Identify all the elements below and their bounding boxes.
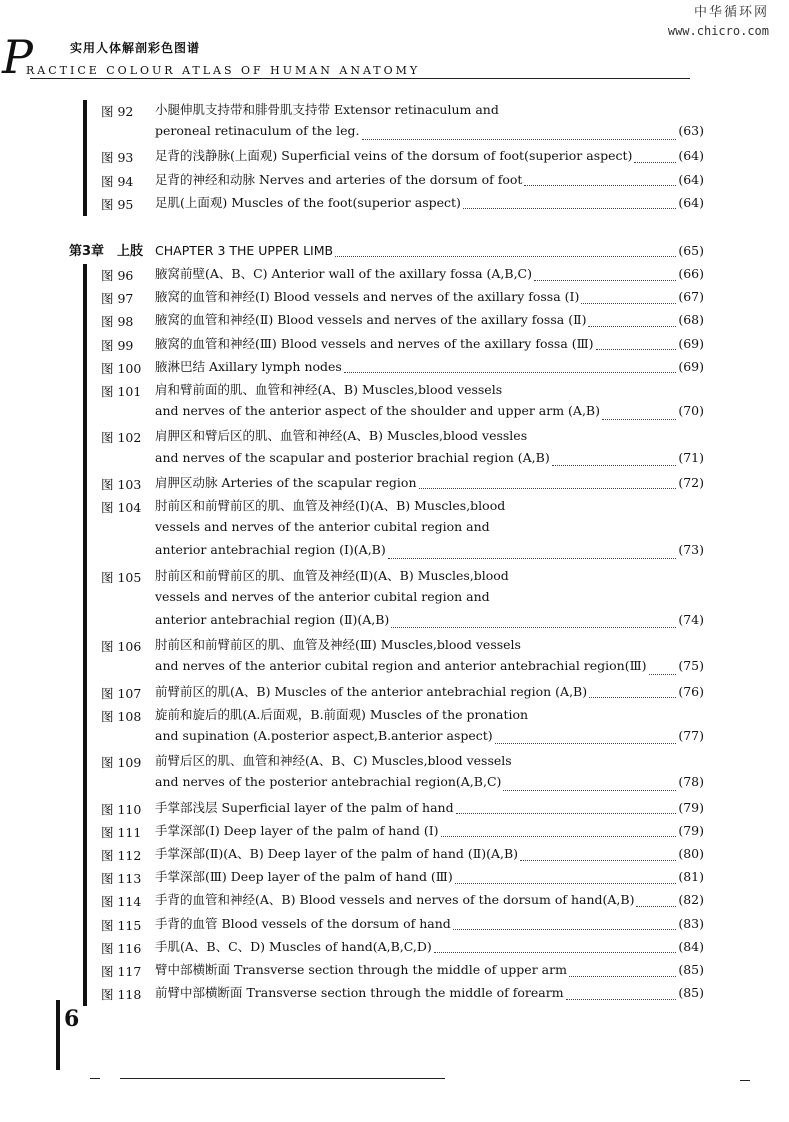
watermark-site-name: 中华循环网 bbox=[693, 5, 769, 20]
entry-title: anterior antebrachial region (Ⅰ)(A,B) bbox=[155, 542, 386, 558]
entry-line bbox=[155, 705, 704, 727]
entry-title: 肩和臂前面的肌、血管和神经(A、B) Muscles,blood vessels bbox=[155, 382, 503, 397]
page-number-bar bbox=[56, 1000, 60, 1070]
book-header bbox=[0, 22, 789, 82]
page-ref: (79) bbox=[678, 822, 704, 838]
figure-number: 图 107 bbox=[101, 685, 142, 701]
entry-title: 腋窝的血管和神经(Ⅰ) Blood vessels and nerves of the axillary fossa (Ⅰ) bbox=[155, 289, 580, 305]
section-bar bbox=[83, 100, 87, 216]
chapter-page-ref: (65) bbox=[678, 243, 704, 258]
header-rule bbox=[30, 78, 690, 79]
entry-line bbox=[155, 380, 704, 402]
figure-number: 图 114 bbox=[101, 894, 142, 910]
figure-number: 图 101 bbox=[101, 384, 142, 399]
footer-dash bbox=[740, 1080, 750, 1081]
figure-number: 图 105 bbox=[101, 569, 142, 585]
page-ref: (71) bbox=[678, 449, 704, 465]
page-ref: (80) bbox=[678, 846, 704, 861]
figure-number: 图 100 bbox=[101, 360, 142, 376]
entry-line bbox=[155, 844, 704, 866]
figure-number: 图 103 bbox=[101, 476, 142, 492]
figure-number: 图 102 bbox=[101, 430, 142, 446]
dot-leader bbox=[581, 293, 676, 304]
entry-line bbox=[155, 589, 704, 611]
page-ref: (76) bbox=[678, 683, 704, 699]
dot-leader bbox=[495, 733, 677, 744]
dot-leader bbox=[569, 966, 676, 977]
logo-letter: P bbox=[2, 30, 33, 84]
section-bar bbox=[83, 264, 87, 1006]
page-ref: (73) bbox=[678, 542, 704, 558]
page-ref: (77) bbox=[678, 727, 704, 743]
dot-leader bbox=[335, 246, 676, 257]
dot-leader bbox=[534, 270, 676, 281]
entry-title: and nerves of the scapular and posterior brachial region (A,B) bbox=[155, 449, 550, 465]
watermark-url: www.chicro.com bbox=[667, 24, 769, 38]
entry-title: 手掌部浅层 Superficial layer of the palm of hand bbox=[155, 799, 454, 815]
entry-line bbox=[155, 566, 704, 588]
entry-line bbox=[155, 100, 704, 122]
page-ref: (64) bbox=[678, 171, 704, 187]
book-title-cn: 实用人体解剖彩色图谱 bbox=[70, 41, 201, 55]
dot-leader bbox=[463, 198, 676, 209]
entry-title: 前臂后区的肌、血管和神经(A、B、C) Muscles,blood vessels bbox=[155, 753, 512, 769]
entry-line bbox=[155, 193, 704, 215]
entry-title: 腋淋巴结 Axillary lymph nodes bbox=[155, 358, 342, 374]
page-ref: (72) bbox=[678, 474, 704, 490]
dot-leader bbox=[434, 942, 677, 953]
figure-number: 图 116 bbox=[101, 940, 142, 956]
page-ref: (70) bbox=[678, 403, 704, 419]
page-ref: (85) bbox=[678, 962, 704, 977]
entry-title: and supination (A.posterior aspect,B.anterior aspect) bbox=[155, 727, 493, 743]
entry-line bbox=[155, 357, 704, 379]
entry-line bbox=[155, 774, 704, 796]
dot-leader bbox=[455, 873, 677, 884]
figure-number: 图 104 bbox=[101, 500, 142, 515]
entry-line bbox=[155, 146, 704, 168]
entry-title: vessels and nerves of the anterior cubital region and bbox=[155, 588, 490, 604]
dot-leader bbox=[503, 780, 676, 791]
dot-leader bbox=[588, 316, 676, 327]
entry-title: 肘前区和前臂前区的肌、血管及神经(Ⅱ)(A、B) Muscles,blood bbox=[155, 567, 509, 583]
figure-number: 图 110 bbox=[101, 801, 142, 817]
entry-line bbox=[155, 798, 704, 820]
figure-number: 图 108 bbox=[101, 708, 142, 724]
figure-number: 图 112 bbox=[101, 848, 142, 863]
entry-line bbox=[155, 310, 704, 332]
dot-leader bbox=[456, 803, 677, 814]
entry-title: peroneal retinaculum of the leg. bbox=[155, 123, 360, 139]
entry-title: 腋窝的血管和神经(Ⅲ) Blood vessels and nerves of the axillary fossa (Ⅲ) bbox=[155, 335, 594, 351]
entry-title: 肘前区和前臂前区的肌、血管及神经(Ⅲ) Muscles,blood vessels bbox=[155, 637, 521, 653]
book-title-en: RACTICE COLOUR ATLAS OF HUMAN ANATOMY bbox=[26, 64, 421, 77]
entry-line bbox=[155, 914, 704, 936]
entry-title: 手背的血管 Blood vessels of the dorsum of hand bbox=[155, 915, 451, 931]
figure-number: 图 106 bbox=[101, 639, 142, 655]
entry-title: 小腿伸肌支持带和腓骨肌支持带 Extensor retinaculum and bbox=[155, 102, 499, 117]
dot-leader bbox=[566, 989, 677, 1000]
page-ref: (75) bbox=[678, 658, 704, 674]
dot-leader bbox=[524, 175, 676, 186]
entry-title: 足背的神经和动脉 Nerves and arteries of the dorsum of foot bbox=[155, 171, 523, 187]
entry-line bbox=[155, 519, 704, 541]
chapter-title-en: CHAPTER 3 THE UPPER LIMB bbox=[155, 243, 334, 258]
entry-line bbox=[155, 658, 704, 680]
entry-line bbox=[155, 123, 704, 145]
entry-line bbox=[155, 334, 704, 356]
figure-number: 图 97 bbox=[101, 291, 134, 307]
page-ref: (67) bbox=[678, 289, 704, 305]
entry-line bbox=[155, 170, 704, 192]
entry-title: 前臂前区的肌(A、B) Muscles of the anterior antebrachial region (A,B) bbox=[155, 683, 588, 699]
entry-line bbox=[155, 751, 704, 773]
entry-title: 足肌(上面观) Muscles of the foot(superior aspect) bbox=[155, 194, 461, 210]
page-ref: (81) bbox=[678, 869, 704, 885]
entry-line bbox=[155, 960, 704, 982]
figure-number: 图 99 bbox=[101, 337, 134, 353]
entry-title: 臂中部横断面 Transverse section through the middle of upper arm bbox=[155, 962, 567, 977]
page-ref: (84) bbox=[678, 938, 704, 954]
figure-number: 图 113 bbox=[101, 871, 142, 887]
page-ref: (66) bbox=[678, 266, 704, 281]
dot-leader bbox=[634, 152, 676, 163]
entry-title: anterior antebrachial region (Ⅱ)(A,B) bbox=[155, 611, 390, 627]
page-ref: (85) bbox=[678, 985, 704, 1001]
entry-line bbox=[155, 890, 704, 912]
dot-leader bbox=[649, 664, 677, 675]
dot-leader bbox=[362, 129, 677, 140]
entry-title: 足背的浅静脉(上面观) Superficial veins of the dorsum of foot(superior aspect) bbox=[155, 148, 633, 164]
entry-line bbox=[155, 937, 704, 959]
dot-leader bbox=[344, 362, 676, 373]
dot-leader bbox=[596, 339, 677, 350]
entry-title: 肩胛区动脉 Arteries of the scapular region bbox=[155, 474, 417, 490]
entry-title: 手掌深部(Ⅲ) Deep layer of the palm of hand (Ⅲ) bbox=[155, 869, 453, 885]
figure-number: 图 98 bbox=[101, 314, 134, 330]
entry-title: 旋前和旋后的肌(A.后面观，B.前面观) Muscles of the pronation bbox=[155, 706, 529, 722]
figure-number: 图 118 bbox=[101, 987, 142, 1003]
entry-title: 腋窝前壁(A、B、C) Anterior wall of the axillary fossa (A,B,C) bbox=[155, 266, 532, 281]
entry-title: 前臂中部横断面 Transverse section through the middle of forearm bbox=[155, 985, 564, 1001]
entry-line bbox=[155, 264, 704, 286]
entry-title: 手掌深部(Ⅱ)(A、B) Deep layer of the palm of hand (Ⅱ)(A,B) bbox=[155, 846, 519, 861]
entry-line bbox=[155, 496, 704, 518]
chapter-title-cn: 第3章 上肢 bbox=[69, 244, 144, 259]
figure-number: 图 111 bbox=[101, 824, 142, 840]
entry-title: vessels and nerves of the anterior cubital region and bbox=[155, 519, 490, 535]
entry-title: 手肌(A、B、C、D) Muscles of hand(A,B,C,D) bbox=[155, 938, 432, 954]
chapter-heading bbox=[69, 240, 704, 262]
page-ref: (69) bbox=[678, 358, 704, 374]
figure-number: 图 117 bbox=[101, 964, 142, 979]
dot-leader bbox=[589, 687, 676, 698]
entry-line bbox=[155, 473, 704, 495]
entry-title: 手背的血管和神经(A、B) Blood vessels and nerves of the dorsum of hand(A,B) bbox=[155, 892, 635, 908]
page-number: 6 bbox=[64, 1006, 80, 1032]
figure-number: 图 115 bbox=[101, 917, 142, 933]
entry-line bbox=[155, 426, 704, 448]
dot-leader bbox=[388, 548, 677, 559]
dot-leader bbox=[391, 617, 676, 628]
page-ref: (64) bbox=[678, 148, 704, 164]
page-ref: (63) bbox=[678, 123, 704, 139]
entry-line bbox=[155, 612, 704, 634]
entry-title: 腋窝的血管和神经(Ⅱ) Blood vessels and nerves of the axillary fossa (Ⅱ) bbox=[155, 312, 587, 328]
entry-title: 肘前区和前臂前区的肌、血管及神经(Ⅰ)(A、B) Muscles,blood bbox=[155, 498, 506, 513]
entry-title: 肩胛区和臂后区的肌、血管和神经(A、B) Muscles,blood vessles bbox=[155, 428, 528, 444]
footer-rule bbox=[120, 1078, 445, 1079]
figure-number: 图 94 bbox=[101, 173, 134, 189]
entry-line bbox=[155, 287, 704, 309]
figure-number: 图 95 bbox=[101, 196, 134, 212]
dot-leader bbox=[602, 409, 676, 420]
figure-number: 图 109 bbox=[101, 755, 142, 771]
page-ref: (79) bbox=[678, 799, 704, 815]
dot-leader bbox=[520, 850, 676, 861]
page-ref: (82) bbox=[678, 892, 704, 908]
page-ref: (68) bbox=[678, 312, 704, 328]
entry-title: 手掌深部(Ⅰ) Deep layer of the palm of hand (Ⅰ) bbox=[155, 822, 439, 838]
dot-leader bbox=[552, 455, 677, 466]
page-ref: (83) bbox=[678, 915, 704, 931]
page-ref: (64) bbox=[678, 194, 704, 210]
entry-line bbox=[155, 542, 704, 564]
entry-line bbox=[155, 403, 704, 425]
entry-line bbox=[155, 821, 704, 843]
figure-number: 图 93 bbox=[101, 150, 134, 166]
dot-leader bbox=[636, 896, 676, 907]
footer-dash bbox=[90, 1078, 100, 1079]
entry-line bbox=[155, 682, 704, 704]
dot-leader bbox=[441, 826, 677, 837]
dot-leader bbox=[419, 478, 677, 489]
entry-line bbox=[155, 867, 704, 889]
entry-line bbox=[155, 983, 704, 1005]
entry-title: and nerves of the posterior antebrachial region(A,B,C) bbox=[155, 774, 502, 790]
entry-line bbox=[155, 728, 704, 750]
page-ref: (78) bbox=[678, 774, 704, 790]
page-ref: (69) bbox=[678, 335, 704, 351]
entry-title: and nerves of the anterior cubital region and anterior antebrachial region(Ⅲ) bbox=[155, 658, 647, 674]
figure-number: 图 96 bbox=[101, 268, 134, 283]
figure-number: 图 92 bbox=[101, 104, 134, 119]
entry-title: and nerves of the anterior aspect of the shoulder and upper arm (A,B) bbox=[155, 403, 600, 419]
entry-line bbox=[155, 635, 704, 657]
dot-leader bbox=[453, 919, 677, 930]
entry-line bbox=[155, 450, 704, 472]
page-ref: (74) bbox=[678, 611, 704, 627]
